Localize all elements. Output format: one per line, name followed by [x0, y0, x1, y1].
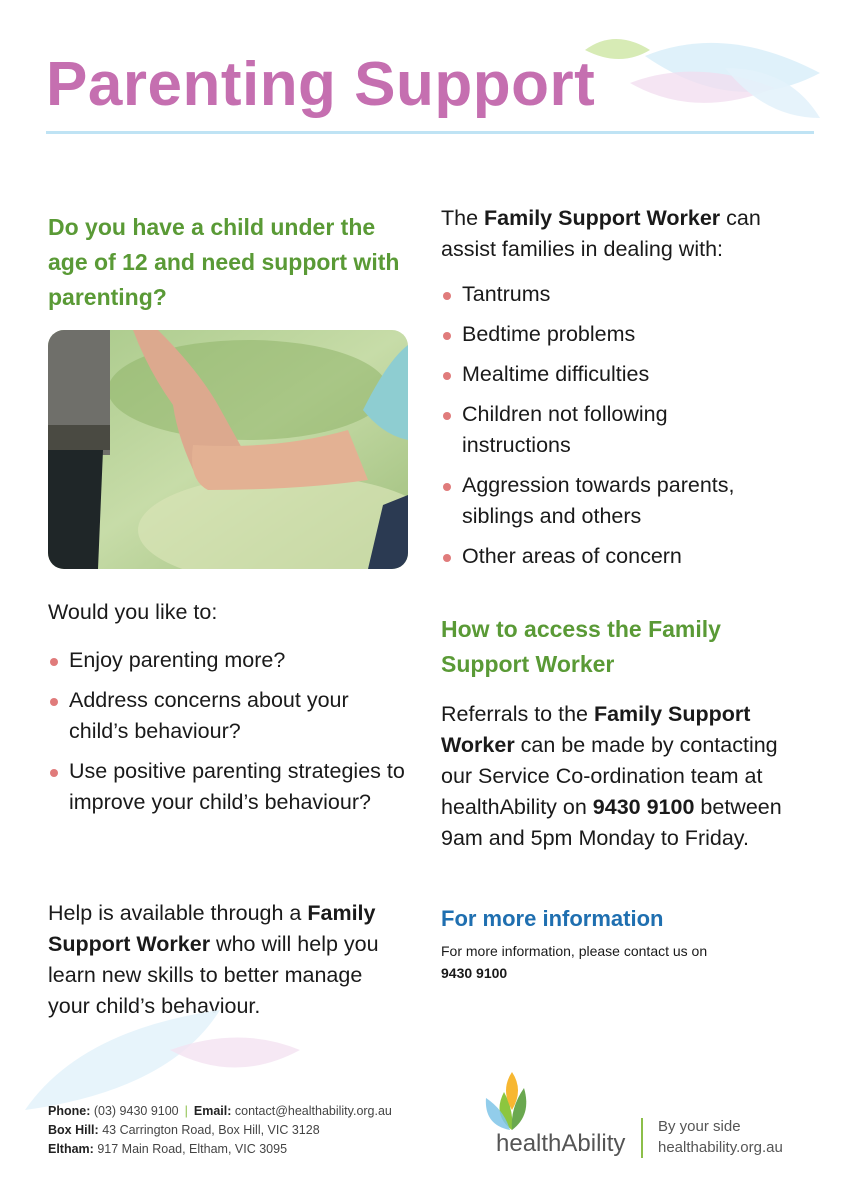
- brand-website[interactable]: healthability.org.au: [658, 1139, 783, 1156]
- title-divider: [46, 131, 814, 134]
- healthability-logo-icon: [482, 1070, 542, 1132]
- list-item: Address concerns about your child’s behaviour?: [48, 685, 410, 747]
- page-title: Parenting Support: [46, 50, 596, 119]
- list-item: Mealtime difficulties: [441, 359, 811, 390]
- bullet-dot-icon: [443, 372, 451, 380]
- would-like-list: [48, 645, 410, 818]
- bullet-dot-icon: [443, 292, 451, 300]
- brand-tagline: By your side: [658, 1118, 741, 1135]
- list-item: Other areas of concern: [441, 541, 811, 572]
- parent-child-hands-photo: [48, 330, 408, 569]
- concerns-list: [441, 279, 811, 572]
- list-item: Aggression towards parents, siblings and others: [441, 470, 811, 532]
- list-item: Bedtime problems: [441, 319, 811, 350]
- list-item: Children not following instructions: [441, 399, 722, 461]
- footer-line-2: Box Hill: 43 Carrington Road, Box Hill, VIC 3128: [48, 1123, 320, 1137]
- footer-line-3: Eltham: 917 Main Road, Eltham, VIC 3095: [48, 1142, 288, 1156]
- list-item: Use positive parenting strategies to improve your child’s behaviour?: [48, 756, 410, 818]
- bullet-dot-icon: [443, 332, 451, 340]
- contact-footer: [48, 1102, 392, 1159]
- access-heading: How to access the Family Support Worker: [441, 616, 721, 677]
- bullet-dot-icon: [443, 554, 451, 562]
- brand-divider: [641, 1118, 643, 1158]
- referral-paragraph: Referrals to the Family Support Worker can be made by contacting our Service Co-ordination team at healthAbility on 9430 9100 between 9am and 5pm Monday to Friday.: [441, 702, 782, 850]
- email-link[interactable]: contact@healthability.org.au: [234, 1104, 392, 1118]
- footer-line-1: Phone: (03) 9430 9100 | Email: contact@healthability.org.au: [48, 1104, 392, 1118]
- intro-question: Do you have a child under the age of 12 and need support with parenting?: [48, 214, 400, 310]
- more-info-text: For more information, please contact us on 9430 9100: [441, 943, 708, 981]
- decorative-leaves-top: [575, 28, 845, 128]
- would-like-label: Would you like to:: [48, 600, 218, 624]
- help-paragraph: Help is available through a Family Support Worker who will help you learn new skills to better manage your child’s behaviour.: [48, 901, 379, 1018]
- list-item: Tantrums: [441, 279, 811, 310]
- bullet-dot-icon: [443, 412, 451, 420]
- bullet-dot-icon: [443, 483, 451, 491]
- bullet-dot-icon: [50, 698, 58, 706]
- bullet-dot-icon: [50, 658, 58, 666]
- phone-number: (03) 9430 9100: [93, 1104, 179, 1118]
- brand-logo-text: healthAbility: [496, 1130, 626, 1157]
- list-item: Enjoy parenting more?: [48, 645, 410, 676]
- bullet-dot-icon: [50, 769, 58, 777]
- more-info-heading: For more information: [441, 906, 664, 931]
- intro-paragraph: The Family Support Worker can assist families in dealing with:: [441, 206, 761, 261]
